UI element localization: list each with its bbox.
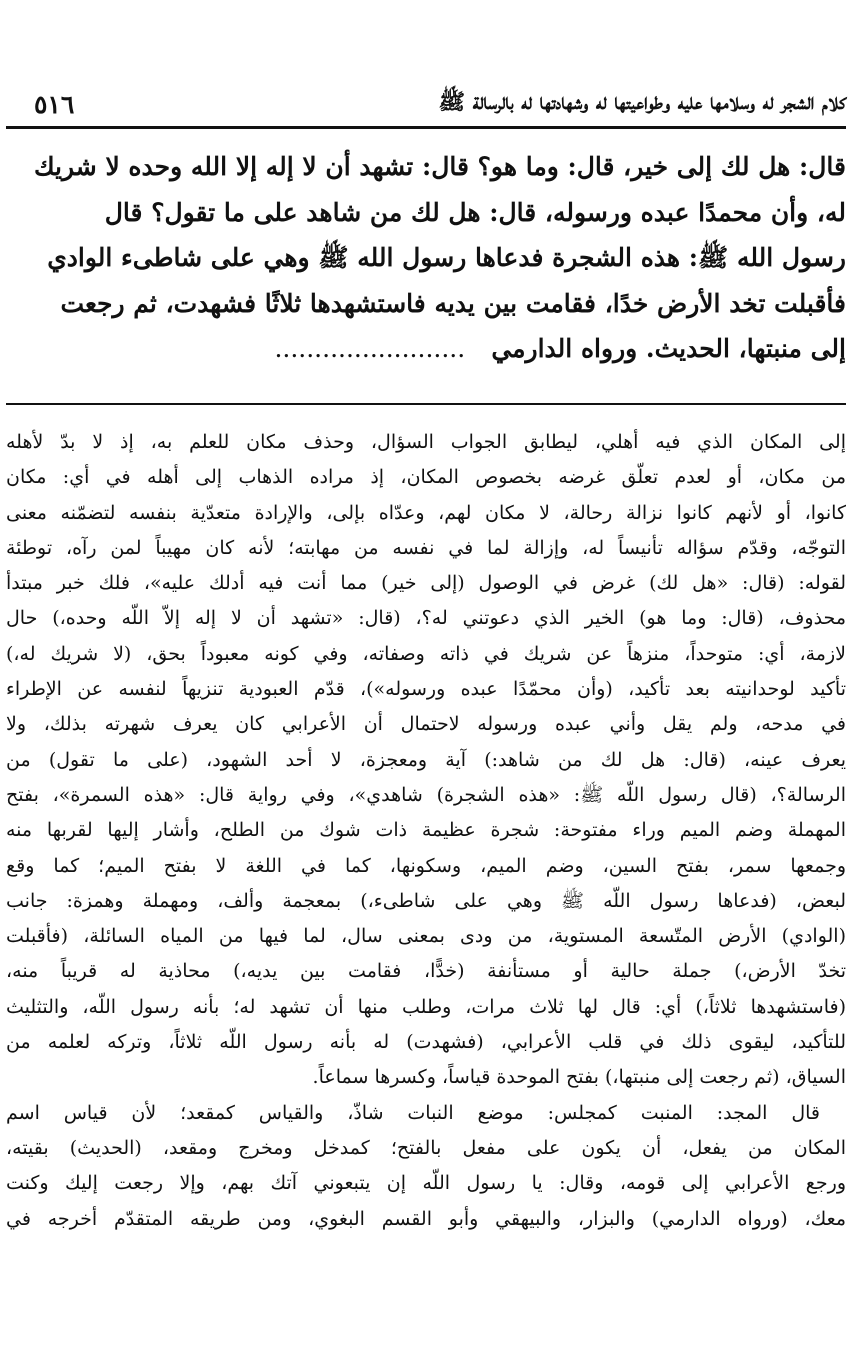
commentary-text <box>6 425 846 1237</box>
hadith-line: فأقبلت تخد الأرض خدًا، فقامت بين يديه فاستشهدها ثلاثًا فشهدت، ثم رجعت <box>60 288 846 318</box>
commentary-line: معك، (ورواه الدارمي) والبزار، والبيهقي وأبو القسم البغوي، ومن طريقه المتقدّم أخرجه في <box>6 1207 846 1230</box>
commentary-paragraph-1 <box>6 425 846 1096</box>
hadith-line: قال: هل لك إلى خير، قال: وما هو؟ قال: تشهد أن لا إله إلا الله وحده لا شريك <box>33 152 846 181</box>
commentary-line: تخدّ الأرض،) جملة حالية أو مستأنفة (خدًّا، فقامت بين يديه،) محاذية له قريباً منه، <box>6 960 846 983</box>
hadith-line: له، وأن محمدًا عبده ورسوله، قال: هل لك من شاهد على ما تقول؟ قال <box>104 197 846 227</box>
commentary-line: التوجّه، وقدّم سؤاله تأنيساً له، وإزالة لما في نفسه من مهابته؛ لأنه كان مهيباً لمن رآه، توطئة <box>6 536 846 559</box>
page-number: ٥١٦ <box>34 89 75 119</box>
commentary-line: وجمعها سمر، بفتح السين، وضم الميم، وسكونها، كما في اللغة لا بفتح الميم؛ كما وقع <box>6 854 846 877</box>
commentary-line: ورجع الأعرابي إلى قومه، وقال: يا رسول اللّه إن يتبعوني آتك بهم، وإلا رجعت إليك وكنت <box>6 1172 846 1195</box>
commentary-line: الرسالة؟، (قال رسول اللّه ﷺ: «هذه الشجرة) شاهدي»، وفي رواية قال: «هذه السمرة»، بفتح <box>6 783 846 806</box>
commentary-line: لازمة، أي: متوحداً، منزهاً عن شريك في ذاته وصفاته، وفي كونه معبوداً بحق، (لا شريك له،) <box>6 642 846 665</box>
commentary-line: السياق، (ثم رجعت إلى منبتها،) بفتح الموحدة قياساً، وكسرها سماعاً. <box>312 1066 846 1089</box>
commentary-line: محذوف، (قال: وما هو) الخير الذي دعوتني له؟، (قال: «تشهد أن لا إله إلاّ اللّه وحده،) حال <box>6 607 846 630</box>
commentary-line: في مدحه، ولم يقل وأني عبده ورسوله لاحتمال أن الأعرابي كان يعرف شهرته بذلك، ولا <box>6 713 846 736</box>
hadith-dots: ........................ <box>274 334 466 363</box>
commentary-line: من مكان، أو لعدم تعلّق غرضه بخصوص المكان، إذ مراده الذهاب إلى أهله في أي: مكان <box>6 466 846 489</box>
hadith-text <box>6 144 846 372</box>
commentary-line: لقوله: (قال: «هل لك) غرض في الوصول (إلى خير) مما أنت فيه أدلك عليه»، فلك خبر مبتدأ <box>6 572 846 595</box>
separator-line <box>6 403 846 405</box>
page-header <box>6 82 846 129</box>
commentary-line: المكان من يفعل، أن يكون على مفعل بالفتح؛ كمدخل ومخرج ومقعد، (الحديث) بقيته، <box>6 1136 846 1159</box>
commentary-line: يعرف عينه، (قال: هل لك من شاهد:) آية ومعجزة، لا أحد الشهود، (على ما تقول) من <box>6 748 846 771</box>
running-title: كلام الشجر له وسلامها عليه وطواعيتها له وشهادتها له بالرسالة ﷺ <box>438 89 846 115</box>
commentary-line: لبعض، (فدعاها رسول اللّه ﷺ وهي على شاطىء،) بمعجمة وألف، ومهملة وهمزة: جانب <box>6 889 846 912</box>
commentary-line: (الوادي) الأرض المتّسعة المستوية، من ودى بمعنى سال، لما فيها من المياه السائلة، (فأقبلت <box>6 925 846 948</box>
commentary-line: تأكيد لوحدانيته بعد تأكيد، (وأن محمّدًا عبده ورسوله»)، قدّم العبودية تنزيهاً لنفسه عن الإطراء <box>6 678 846 701</box>
commentary-line: كانوا، أو لأنهم كانوا نزالة رحالة، لا مكان لهم، وعدّاه بإلى، والإرادة متعدّية بنفسه لتضمّنه معنى <box>6 501 846 524</box>
hadith-line: رسول الله ﷺ: هذه الشجرة فدعاها رسول الله ﷺ وهي على شاطىء الوادي <box>47 243 846 272</box>
commentary-line: للتأكيد، ليقوى ذلك في قلب الأعرابي، (فشهدت) له بأنه رسول اللّه ثلاثاً، وتركه لعلمه من <box>6 1031 846 1054</box>
hadith-line: إلى منبتها، الحديث. ورواه الدارمي <box>491 334 846 363</box>
commentary-line: قال المجد: المنبت كمجلس: موضع النبات شاذّ، والقياس كمقعد؛ لأن قياس اسم <box>6 1101 820 1124</box>
hadith-line-last <box>6 326 846 372</box>
commentary-line: المهملة وضم الميم وراء مفتوحة: شجرة عظيمة ذات شوك من الطلح، وأشار إليها لقربها منه <box>6 819 846 842</box>
commentary-line: (فاستشهدها ثلاثاً،) أي: قال لها ثلاث مرات، وطلب منها أن تشهد له؛ بأنه رسول اللّه، والتثليث <box>6 995 846 1018</box>
commentary-paragraph-2 <box>6 1096 846 1237</box>
commentary-line: إلى المكان الذي فيه أهلي، ليطابق الجواب السؤال، وحذف مكان للعلم به، إذ لا بدّ لأهله <box>6 431 846 453</box>
